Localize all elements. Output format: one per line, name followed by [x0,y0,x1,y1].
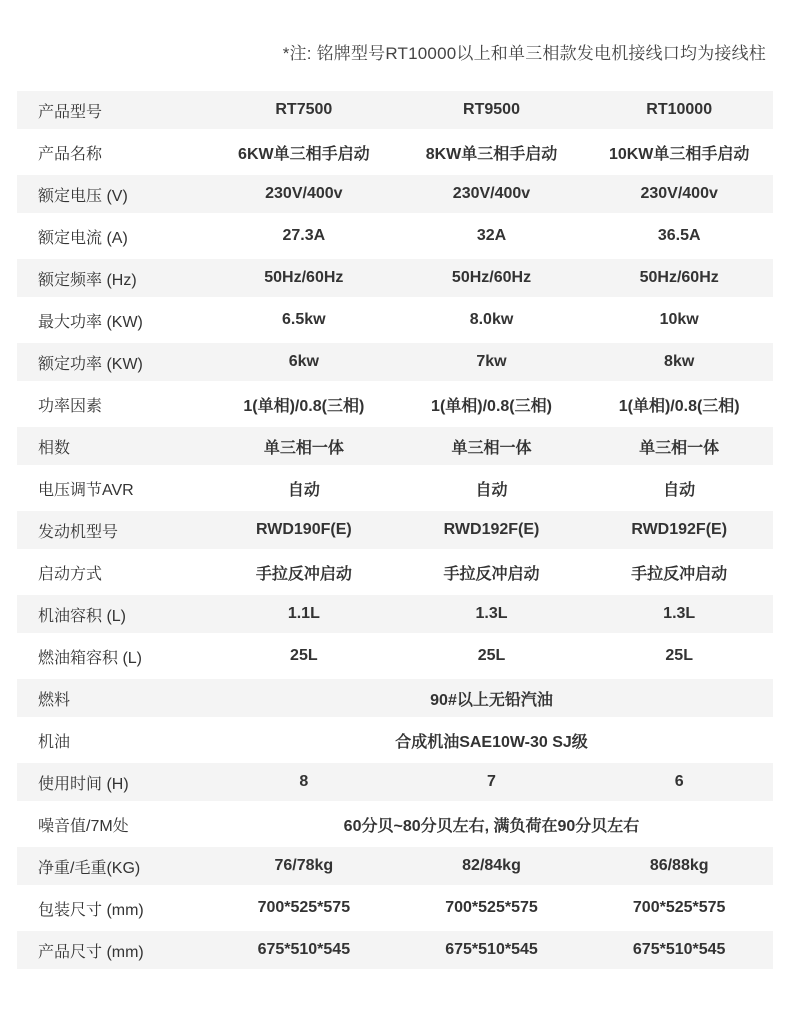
table-row [17,889,773,927]
row-value-span: 60分贝~80分贝左右, 满负荷在90分贝左右 [343,817,640,835]
table-row [17,469,773,507]
row-value: 50Hz/60Hz [639,269,719,286]
table-row [17,259,773,297]
table-row [17,679,773,717]
row-value: 25L [290,647,318,664]
row-value: RT10000 [646,101,713,118]
row-value: 8.0kw [469,311,514,328]
row-value: 1.3L [663,605,696,622]
row-value: 675*510*545 [445,941,538,958]
table-row [17,595,773,633]
row-label: 额定频率 (Hz) [38,271,137,289]
row-value-span: 90#以上无铅汽油 [430,691,553,709]
row-label: 使用时间 (H) [38,775,129,793]
row-value: 25L [665,647,693,664]
row-value: 82/84kg [462,857,521,874]
table-row [17,301,773,339]
row-value: 1(单相)/0.8(三相) [618,397,740,415]
row-label: 燃油箱容积 (L) [38,649,143,667]
row-value: 230V/400v [452,185,531,202]
row-label: 机油容积 (L) [38,607,127,625]
row-value: 50Hz/60Hz [451,269,532,286]
row-value: 1(单相)/0.8(三相) [243,397,365,415]
row-value: 6.5kw [282,311,326,328]
row-value: 36.5A [657,227,701,244]
row-label: 噪音值/7M处 [38,817,129,835]
table-row [17,553,773,591]
row-label: 燃料 [38,691,71,709]
row-value: 700*525*575 [257,899,351,916]
row-value: 7 [487,773,496,790]
table-row [17,805,773,843]
row-value: 10KW单三相手启动 [608,145,750,163]
table-row [17,427,773,465]
row-value: 单三相一体 [451,439,532,457]
table-row [17,217,773,255]
row-label: 启动方式 [38,565,103,583]
row-value: RWD192F(E) [631,521,728,538]
row-value: 6kw [288,353,319,370]
table-row [17,511,773,549]
row-value: 自动 [287,481,320,499]
row-label: 额定电压 (V) [38,187,128,205]
row-label: 产品名称 [38,145,103,163]
table-row [17,637,773,675]
row-value: RT7500 [275,101,333,118]
row-value-span: 合成机油SAE10W-30 SJ级 [395,733,588,751]
row-value: 6KW单三相手启动 [238,145,370,163]
row-value: 32A [476,227,507,244]
row-value: 700*525*575 [632,899,726,916]
row-value: 8kw [664,353,695,370]
row-value: 50Hz/60Hz [264,269,344,286]
row-label: 电压调节AVR [38,481,134,499]
row-value: 单三相一体 [263,439,344,457]
table-row [17,133,773,171]
table-row [17,343,773,381]
row-label: 净重/毛重(KG) [38,859,141,877]
row-value: 单三相一体 [639,439,720,457]
row-label: 包装尺寸 (mm) [38,901,144,919]
table-row [17,175,773,213]
row-label: 功率因素 [38,397,103,415]
row-value: 675*510*545 [257,941,351,958]
row-value: 10kw [659,311,699,328]
row-value: 自动 [475,481,508,499]
row-label: 额定功率 (KW) [38,355,143,373]
row-value: 6 [674,773,684,790]
row-value: 1.1L [287,605,320,622]
row-value: 76/78kg [274,857,334,874]
row-value: 230V/400v [640,185,718,202]
row-value: 手拉反冲启动 [631,565,728,583]
row-label: 额定电流 (A) [38,229,128,247]
nameplate-note: *注: 铭牌型号RT10000以上和单三相款发电机接线口均为接线柱 [282,44,766,63]
table-row [17,931,773,969]
row-value: 1.3L [475,605,508,622]
row-value: 230V/400v [265,185,343,202]
row-value: 700*525*575 [445,899,538,916]
row-label: 产品尺寸 (mm) [38,943,144,961]
row-value: 27.3A [282,227,326,244]
row-value: 25L [477,647,506,664]
row-label: 相数 [38,439,71,457]
row-value: 手拉反冲启动 [255,565,352,583]
row-label: 产品型号 [38,103,103,121]
table-row [17,385,773,423]
table-row [17,847,773,885]
row-value: 86/88kg [649,857,709,874]
row-value: 8KW单三相手启动 [425,145,558,163]
row-value: 675*510*545 [632,941,726,958]
row-label: 机油 [38,733,71,751]
row-label: 最大功率 (KW) [38,313,143,331]
row-value: RWD190F(E) [255,521,352,538]
row-value: 7kw [476,353,507,370]
row-value: 自动 [663,481,696,499]
row-value: 手拉反冲启动 [443,565,540,583]
row-value: 8 [299,773,309,790]
table-row [17,763,773,801]
table-row [17,721,773,759]
row-value: RWD192F(E) [443,521,540,538]
row-value: RT9500 [463,101,520,118]
row-value: 1(单相)/0.8(三相) [431,397,552,415]
spec-table [17,91,773,969]
table-row [17,91,773,129]
row-label: 发动机型号 [38,523,119,541]
